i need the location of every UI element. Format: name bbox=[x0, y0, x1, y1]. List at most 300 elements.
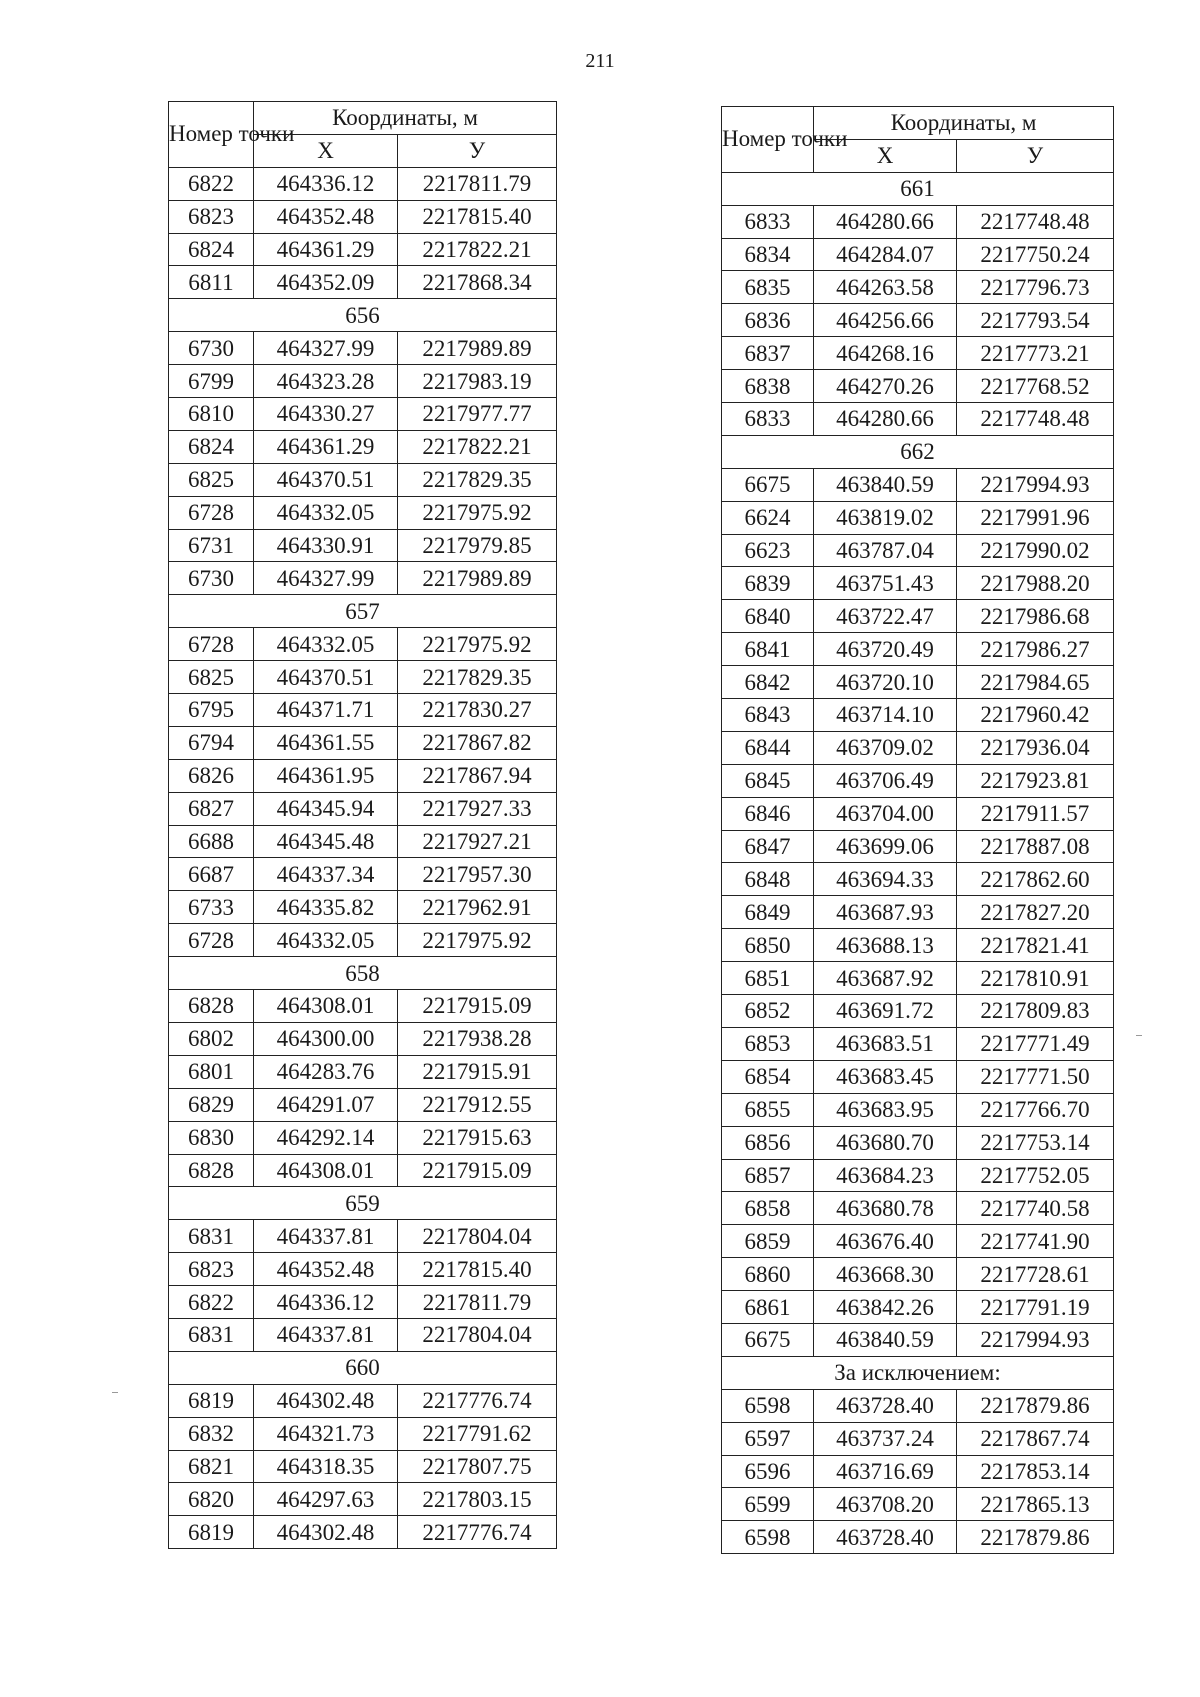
point-number-cell: 6733 bbox=[169, 891, 254, 924]
y-coordinate-cell: 2217867.74 bbox=[957, 1422, 1114, 1455]
table-row bbox=[722, 370, 1114, 403]
y-coordinate-cell: 2217776.74 bbox=[398, 1384, 557, 1417]
point-number-cell: 6859 bbox=[722, 1225, 814, 1258]
x-coordinate-cell: 463683.51 bbox=[814, 1027, 957, 1060]
table-row bbox=[169, 726, 557, 759]
table-row bbox=[169, 332, 557, 365]
table-row bbox=[722, 1060, 1114, 1093]
section-row bbox=[722, 172, 1114, 205]
header-x: X bbox=[254, 134, 398, 167]
section-label: 662 bbox=[722, 435, 1114, 468]
section-row bbox=[169, 1187, 557, 1220]
table-header bbox=[722, 107, 1114, 173]
section-label: 661 bbox=[722, 172, 1114, 205]
point-number-cell: 6795 bbox=[169, 694, 254, 727]
table-row bbox=[722, 1159, 1114, 1192]
point-number-cell: 6728 bbox=[169, 496, 254, 529]
section-row bbox=[169, 299, 557, 332]
x-coordinate-cell: 463684.23 bbox=[814, 1159, 957, 1192]
x-coordinate-cell: 464308.01 bbox=[254, 990, 398, 1023]
coordinates-table-left bbox=[168, 101, 557, 1549]
x-coordinate-cell: 464308.01 bbox=[254, 1154, 398, 1187]
x-coordinate-cell: 464300.00 bbox=[254, 1022, 398, 1055]
table-row bbox=[169, 463, 557, 496]
x-coordinate-cell: 464323.28 bbox=[254, 365, 398, 398]
point-number-cell: 6820 bbox=[169, 1483, 254, 1516]
table-row bbox=[169, 1384, 557, 1417]
x-coordinate-cell: 464332.05 bbox=[254, 496, 398, 529]
header-coordinates: Координаты, м bbox=[814, 107, 1114, 140]
point-number-cell: 6675 bbox=[722, 468, 814, 501]
x-coordinate-cell: 463840.59 bbox=[814, 468, 957, 501]
scan-speck bbox=[1136, 1035, 1142, 1036]
table-row bbox=[722, 962, 1114, 995]
point-number-cell: 6823 bbox=[169, 1253, 254, 1286]
y-coordinate-cell: 2217938.28 bbox=[398, 1022, 557, 1055]
table-row bbox=[169, 266, 557, 299]
y-coordinate-cell: 2217975.92 bbox=[398, 924, 557, 957]
y-coordinate-cell: 2217915.63 bbox=[398, 1121, 557, 1154]
point-number-cell: 6842 bbox=[722, 666, 814, 699]
y-coordinate-cell: 2217887.08 bbox=[957, 830, 1114, 863]
point-number-cell: 6623 bbox=[722, 534, 814, 567]
table-row bbox=[722, 1093, 1114, 1126]
table-row bbox=[722, 1192, 1114, 1225]
y-coordinate-cell: 2217768.52 bbox=[957, 370, 1114, 403]
x-coordinate-cell: 463842.26 bbox=[814, 1291, 957, 1324]
x-coordinate-cell: 464361.95 bbox=[254, 759, 398, 792]
y-coordinate-cell: 2217804.04 bbox=[398, 1220, 557, 1253]
page-number: 211 bbox=[585, 50, 615, 72]
table-row bbox=[722, 205, 1114, 238]
x-coordinate-cell: 463737.24 bbox=[814, 1422, 957, 1455]
x-coordinate-cell: 464318.35 bbox=[254, 1450, 398, 1483]
y-coordinate-cell: 2217811.79 bbox=[398, 1286, 557, 1319]
header-y: У bbox=[957, 139, 1114, 172]
y-coordinate-cell: 2217868.34 bbox=[398, 266, 557, 299]
x-coordinate-cell: 464336.12 bbox=[254, 1286, 398, 1319]
table-row bbox=[722, 534, 1114, 567]
point-number-cell: 6853 bbox=[722, 1027, 814, 1060]
table-row bbox=[722, 1323, 1114, 1356]
table-row bbox=[169, 529, 557, 562]
x-coordinate-cell: 464268.16 bbox=[814, 337, 957, 370]
y-coordinate-cell: 2217975.92 bbox=[398, 628, 557, 661]
x-coordinate-cell: 463699.06 bbox=[814, 830, 957, 863]
x-coordinate-cell: 463680.70 bbox=[814, 1126, 957, 1159]
y-coordinate-cell: 2217753.14 bbox=[957, 1126, 1114, 1159]
y-coordinate-cell: 2217936.04 bbox=[957, 731, 1114, 764]
y-coordinate-cell: 2217989.89 bbox=[398, 562, 557, 595]
point-number-cell: 6843 bbox=[722, 699, 814, 732]
section-label: 657 bbox=[169, 595, 557, 628]
table-row bbox=[169, 759, 557, 792]
y-coordinate-cell: 2217815.40 bbox=[398, 1253, 557, 1286]
point-number-cell: 6857 bbox=[722, 1159, 814, 1192]
point-number-cell: 6831 bbox=[169, 1220, 254, 1253]
point-number-cell: 6828 bbox=[169, 990, 254, 1023]
x-coordinate-cell: 464263.58 bbox=[814, 271, 957, 304]
section-label: За исключением: bbox=[722, 1356, 1114, 1389]
header-coordinates: Координаты, м bbox=[254, 102, 557, 135]
x-coordinate-cell: 464292.14 bbox=[254, 1121, 398, 1154]
point-number-cell: 6844 bbox=[722, 731, 814, 764]
x-coordinate-cell: 464371.71 bbox=[254, 694, 398, 727]
table-row bbox=[169, 200, 557, 233]
section-label: 659 bbox=[169, 1187, 557, 1220]
table-row bbox=[722, 797, 1114, 830]
x-coordinate-cell: 463683.95 bbox=[814, 1093, 957, 1126]
y-coordinate-cell: 2217740.58 bbox=[957, 1192, 1114, 1225]
table-row bbox=[169, 1154, 557, 1187]
y-coordinate-cell: 2217912.55 bbox=[398, 1088, 557, 1121]
y-coordinate-cell: 2217977.77 bbox=[398, 398, 557, 431]
y-coordinate-cell: 2217809.83 bbox=[957, 995, 1114, 1028]
point-number-cell: 6731 bbox=[169, 529, 254, 562]
point-number-cell: 6834 bbox=[722, 238, 814, 271]
y-coordinate-cell: 2217821.41 bbox=[957, 929, 1114, 962]
x-coordinate-cell: 464332.05 bbox=[254, 924, 398, 957]
point-number-cell: 6801 bbox=[169, 1055, 254, 1088]
table-row bbox=[169, 1088, 557, 1121]
x-coordinate-cell: 464283.76 bbox=[254, 1055, 398, 1088]
point-number-cell: 6825 bbox=[169, 463, 254, 496]
header-x: X bbox=[814, 139, 957, 172]
point-number-cell: 6824 bbox=[169, 430, 254, 463]
x-coordinate-cell: 463676.40 bbox=[814, 1225, 957, 1258]
point-number-cell: 6840 bbox=[722, 600, 814, 633]
x-coordinate-cell: 464345.94 bbox=[254, 792, 398, 825]
scan-speck bbox=[112, 1392, 118, 1393]
y-coordinate-cell: 2217923.81 bbox=[957, 764, 1114, 797]
y-coordinate-cell: 2217803.15 bbox=[398, 1483, 557, 1516]
point-number-cell: 6856 bbox=[722, 1126, 814, 1159]
table-row bbox=[722, 271, 1114, 304]
table-row bbox=[169, 562, 557, 595]
y-coordinate-cell: 2217927.33 bbox=[398, 792, 557, 825]
point-number-cell: 6596 bbox=[722, 1455, 814, 1488]
point-number-cell: 6821 bbox=[169, 1450, 254, 1483]
x-coordinate-cell: 463720.10 bbox=[814, 666, 957, 699]
x-coordinate-cell: 464337.81 bbox=[254, 1318, 398, 1351]
table-row bbox=[722, 1027, 1114, 1060]
point-number-cell: 6687 bbox=[169, 858, 254, 891]
point-number-cell: 6826 bbox=[169, 759, 254, 792]
point-number-cell: 6847 bbox=[722, 830, 814, 863]
section-label: 660 bbox=[169, 1351, 557, 1384]
y-coordinate-cell: 2217915.09 bbox=[398, 1154, 557, 1187]
table-row bbox=[169, 1450, 557, 1483]
table-header bbox=[169, 102, 557, 168]
table-row bbox=[722, 764, 1114, 797]
coordinates-table-right bbox=[721, 106, 1114, 1554]
y-coordinate-cell: 2217810.91 bbox=[957, 962, 1114, 995]
table-row bbox=[722, 1455, 1114, 1488]
point-number-cell: 6825 bbox=[169, 661, 254, 694]
point-number-cell: 6830 bbox=[169, 1121, 254, 1154]
x-coordinate-cell: 464330.27 bbox=[254, 398, 398, 431]
table-row bbox=[722, 929, 1114, 962]
table-row bbox=[169, 694, 557, 727]
point-number-cell: 6802 bbox=[169, 1022, 254, 1055]
section-label: 658 bbox=[169, 957, 557, 990]
x-coordinate-cell: 464370.51 bbox=[254, 661, 398, 694]
table-row bbox=[169, 1286, 557, 1319]
section-row bbox=[169, 595, 557, 628]
point-number-cell: 6794 bbox=[169, 726, 254, 759]
y-coordinate-cell: 2217750.24 bbox=[957, 238, 1114, 271]
x-coordinate-cell: 463709.02 bbox=[814, 731, 957, 764]
table-row bbox=[169, 661, 557, 694]
section-row bbox=[169, 1351, 557, 1384]
x-coordinate-cell: 463751.43 bbox=[814, 567, 957, 600]
point-number-cell: 6597 bbox=[722, 1422, 814, 1455]
table-row bbox=[722, 403, 1114, 436]
point-number-cell: 6811 bbox=[169, 266, 254, 299]
x-coordinate-cell: 464332.05 bbox=[254, 628, 398, 661]
y-coordinate-cell: 2217822.21 bbox=[398, 430, 557, 463]
table-row bbox=[169, 792, 557, 825]
table-row bbox=[722, 1225, 1114, 1258]
y-coordinate-cell: 2217796.73 bbox=[957, 271, 1114, 304]
y-coordinate-cell: 2217986.27 bbox=[957, 633, 1114, 666]
table-row bbox=[722, 863, 1114, 896]
y-coordinate-cell: 2217748.48 bbox=[957, 403, 1114, 436]
table-row bbox=[722, 1389, 1114, 1422]
point-number-cell: 6838 bbox=[722, 370, 814, 403]
y-coordinate-cell: 2217879.86 bbox=[957, 1389, 1114, 1422]
y-coordinate-cell: 2217984.65 bbox=[957, 666, 1114, 699]
table-row bbox=[169, 1055, 557, 1088]
x-coordinate-cell: 464352.48 bbox=[254, 1253, 398, 1286]
point-number-cell: 6819 bbox=[169, 1516, 254, 1549]
table-row bbox=[169, 1220, 557, 1253]
y-coordinate-cell: 2217991.96 bbox=[957, 501, 1114, 534]
point-number-cell: 6851 bbox=[722, 962, 814, 995]
point-number-cell: 6846 bbox=[722, 797, 814, 830]
x-coordinate-cell: 463688.13 bbox=[814, 929, 957, 962]
table-row bbox=[169, 1253, 557, 1286]
table-body-left bbox=[169, 167, 557, 1548]
x-coordinate-cell: 463819.02 bbox=[814, 501, 957, 534]
y-coordinate-cell: 2217829.35 bbox=[398, 463, 557, 496]
y-coordinate-cell: 2217994.93 bbox=[957, 1323, 1114, 1356]
point-number-cell: 6822 bbox=[169, 167, 254, 200]
y-coordinate-cell: 2217915.91 bbox=[398, 1055, 557, 1088]
y-coordinate-cell: 2217853.14 bbox=[957, 1455, 1114, 1488]
x-coordinate-cell: 463708.20 bbox=[814, 1488, 957, 1521]
table-row bbox=[722, 1291, 1114, 1324]
point-number-cell: 6799 bbox=[169, 365, 254, 398]
table-row bbox=[722, 468, 1114, 501]
y-coordinate-cell: 2217807.75 bbox=[398, 1450, 557, 1483]
point-number-cell: 6850 bbox=[722, 929, 814, 962]
table-row bbox=[722, 830, 1114, 863]
y-coordinate-cell: 2217793.54 bbox=[957, 304, 1114, 337]
point-number-cell: 6598 bbox=[722, 1521, 814, 1554]
y-coordinate-cell: 2217741.90 bbox=[957, 1225, 1114, 1258]
x-coordinate-cell: 464335.82 bbox=[254, 891, 398, 924]
y-coordinate-cell: 2217960.42 bbox=[957, 699, 1114, 732]
y-coordinate-cell: 2217911.57 bbox=[957, 797, 1114, 830]
x-coordinate-cell: 463722.47 bbox=[814, 600, 957, 633]
y-coordinate-cell: 2217957.30 bbox=[398, 858, 557, 891]
table-row bbox=[722, 600, 1114, 633]
table-row bbox=[722, 1488, 1114, 1521]
x-coordinate-cell: 463706.49 bbox=[814, 764, 957, 797]
y-coordinate-cell: 2217791.62 bbox=[398, 1417, 557, 1450]
point-number-cell: 6852 bbox=[722, 995, 814, 1028]
point-number-cell: 6728 bbox=[169, 628, 254, 661]
x-coordinate-cell: 463680.78 bbox=[814, 1192, 957, 1225]
x-coordinate-cell: 463720.49 bbox=[814, 633, 957, 666]
x-coordinate-cell: 464270.26 bbox=[814, 370, 957, 403]
y-coordinate-cell: 2217804.04 bbox=[398, 1318, 557, 1351]
point-number-cell: 6836 bbox=[722, 304, 814, 337]
x-coordinate-cell: 464256.66 bbox=[814, 304, 957, 337]
y-coordinate-cell: 2217811.79 bbox=[398, 167, 557, 200]
point-number-cell: 6688 bbox=[169, 825, 254, 858]
y-coordinate-cell: 2217986.68 bbox=[957, 600, 1114, 633]
y-coordinate-cell: 2217862.60 bbox=[957, 863, 1114, 896]
y-coordinate-cell: 2217879.86 bbox=[957, 1521, 1114, 1554]
y-coordinate-cell: 2217822.21 bbox=[398, 233, 557, 266]
point-number-cell: 6858 bbox=[722, 1192, 814, 1225]
point-number-cell: 6835 bbox=[722, 271, 814, 304]
x-coordinate-cell: 463840.59 bbox=[814, 1323, 957, 1356]
y-coordinate-cell: 2217830.27 bbox=[398, 694, 557, 727]
y-coordinate-cell: 2217975.92 bbox=[398, 496, 557, 529]
table-row bbox=[169, 858, 557, 891]
section-row bbox=[722, 1356, 1114, 1389]
table-row bbox=[722, 501, 1114, 534]
table-row bbox=[722, 337, 1114, 370]
x-coordinate-cell: 464280.66 bbox=[814, 403, 957, 436]
point-number-cell: 6675 bbox=[722, 1323, 814, 1356]
x-coordinate-cell: 464321.73 bbox=[254, 1417, 398, 1450]
x-coordinate-cell: 464361.29 bbox=[254, 233, 398, 266]
table-body-right bbox=[722, 172, 1114, 1553]
table-row bbox=[722, 1422, 1114, 1455]
point-number-cell: 6598 bbox=[722, 1389, 814, 1422]
x-coordinate-cell: 464291.07 bbox=[254, 1088, 398, 1121]
table-row bbox=[722, 731, 1114, 764]
point-number-cell: 6849 bbox=[722, 896, 814, 929]
y-coordinate-cell: 2217865.13 bbox=[957, 1488, 1114, 1521]
table-row bbox=[169, 1417, 557, 1450]
table-row bbox=[169, 891, 557, 924]
point-number-cell: 6855 bbox=[722, 1093, 814, 1126]
point-number-cell: 6833 bbox=[722, 403, 814, 436]
point-number-cell: 6829 bbox=[169, 1088, 254, 1121]
y-coordinate-cell: 2217728.61 bbox=[957, 1258, 1114, 1291]
point-number-cell: 6827 bbox=[169, 792, 254, 825]
table-row bbox=[722, 666, 1114, 699]
x-coordinate-cell: 463687.93 bbox=[814, 896, 957, 929]
y-coordinate-cell: 2217815.40 bbox=[398, 200, 557, 233]
section-row bbox=[169, 957, 557, 990]
point-number-cell: 6833 bbox=[722, 205, 814, 238]
table-row bbox=[169, 398, 557, 431]
point-number-cell: 6831 bbox=[169, 1318, 254, 1351]
y-coordinate-cell: 2217979.85 bbox=[398, 529, 557, 562]
table-row bbox=[169, 1121, 557, 1154]
x-coordinate-cell: 464345.48 bbox=[254, 825, 398, 858]
table-row bbox=[169, 924, 557, 957]
x-coordinate-cell: 463728.40 bbox=[814, 1521, 957, 1554]
y-coordinate-cell: 2217771.50 bbox=[957, 1060, 1114, 1093]
point-number-cell: 6841 bbox=[722, 633, 814, 666]
point-number-cell: 6599 bbox=[722, 1488, 814, 1521]
x-coordinate-cell: 464297.63 bbox=[254, 1483, 398, 1516]
table-row bbox=[722, 238, 1114, 271]
header-point-number: Номер точки bbox=[722, 107, 814, 173]
y-coordinate-cell: 2217748.48 bbox=[957, 205, 1114, 238]
x-coordinate-cell: 464337.34 bbox=[254, 858, 398, 891]
table-row bbox=[169, 990, 557, 1023]
y-coordinate-cell: 2217989.89 bbox=[398, 332, 557, 365]
table-row bbox=[169, 167, 557, 200]
table-row bbox=[169, 628, 557, 661]
x-coordinate-cell: 463668.30 bbox=[814, 1258, 957, 1291]
point-number-cell: 6832 bbox=[169, 1417, 254, 1450]
table-row bbox=[169, 233, 557, 266]
section-label: 656 bbox=[169, 299, 557, 332]
x-coordinate-cell: 463728.40 bbox=[814, 1389, 957, 1422]
table-row bbox=[169, 1516, 557, 1549]
point-number-cell: 6822 bbox=[169, 1286, 254, 1319]
table-row bbox=[722, 304, 1114, 337]
y-coordinate-cell: 2217773.21 bbox=[957, 337, 1114, 370]
y-coordinate-cell: 2217867.94 bbox=[398, 759, 557, 792]
table-row bbox=[169, 430, 557, 463]
header-y: У bbox=[398, 134, 557, 167]
x-coordinate-cell: 464361.55 bbox=[254, 726, 398, 759]
y-coordinate-cell: 2217791.19 bbox=[957, 1291, 1114, 1324]
y-coordinate-cell: 2217867.82 bbox=[398, 726, 557, 759]
x-coordinate-cell: 464336.12 bbox=[254, 167, 398, 200]
x-coordinate-cell: 463691.72 bbox=[814, 995, 957, 1028]
x-coordinate-cell: 463694.33 bbox=[814, 863, 957, 896]
point-number-cell: 6861 bbox=[722, 1291, 814, 1324]
x-coordinate-cell: 464327.99 bbox=[254, 332, 398, 365]
header-point-number: Номер точки bbox=[169, 102, 254, 168]
x-coordinate-cell: 464330.91 bbox=[254, 529, 398, 562]
table-row bbox=[722, 567, 1114, 600]
point-number-cell: 6848 bbox=[722, 863, 814, 896]
y-coordinate-cell: 2217988.20 bbox=[957, 567, 1114, 600]
table-row bbox=[169, 1483, 557, 1516]
y-coordinate-cell: 2217771.49 bbox=[957, 1027, 1114, 1060]
table-row bbox=[722, 633, 1114, 666]
y-coordinate-cell: 2217962.91 bbox=[398, 891, 557, 924]
x-coordinate-cell: 464280.66 bbox=[814, 205, 957, 238]
table-row bbox=[169, 825, 557, 858]
table-row bbox=[169, 365, 557, 398]
table-row bbox=[722, 1521, 1114, 1554]
table-row bbox=[722, 995, 1114, 1028]
y-coordinate-cell: 2217927.21 bbox=[398, 825, 557, 858]
point-number-cell: 6810 bbox=[169, 398, 254, 431]
x-coordinate-cell: 463787.04 bbox=[814, 534, 957, 567]
y-coordinate-cell: 2217915.09 bbox=[398, 990, 557, 1023]
x-coordinate-cell: 463716.69 bbox=[814, 1455, 957, 1488]
point-number-cell: 6823 bbox=[169, 200, 254, 233]
point-number-cell: 6728 bbox=[169, 924, 254, 957]
point-number-cell: 6824 bbox=[169, 233, 254, 266]
point-number-cell: 6845 bbox=[722, 764, 814, 797]
point-number-cell: 6730 bbox=[169, 562, 254, 595]
